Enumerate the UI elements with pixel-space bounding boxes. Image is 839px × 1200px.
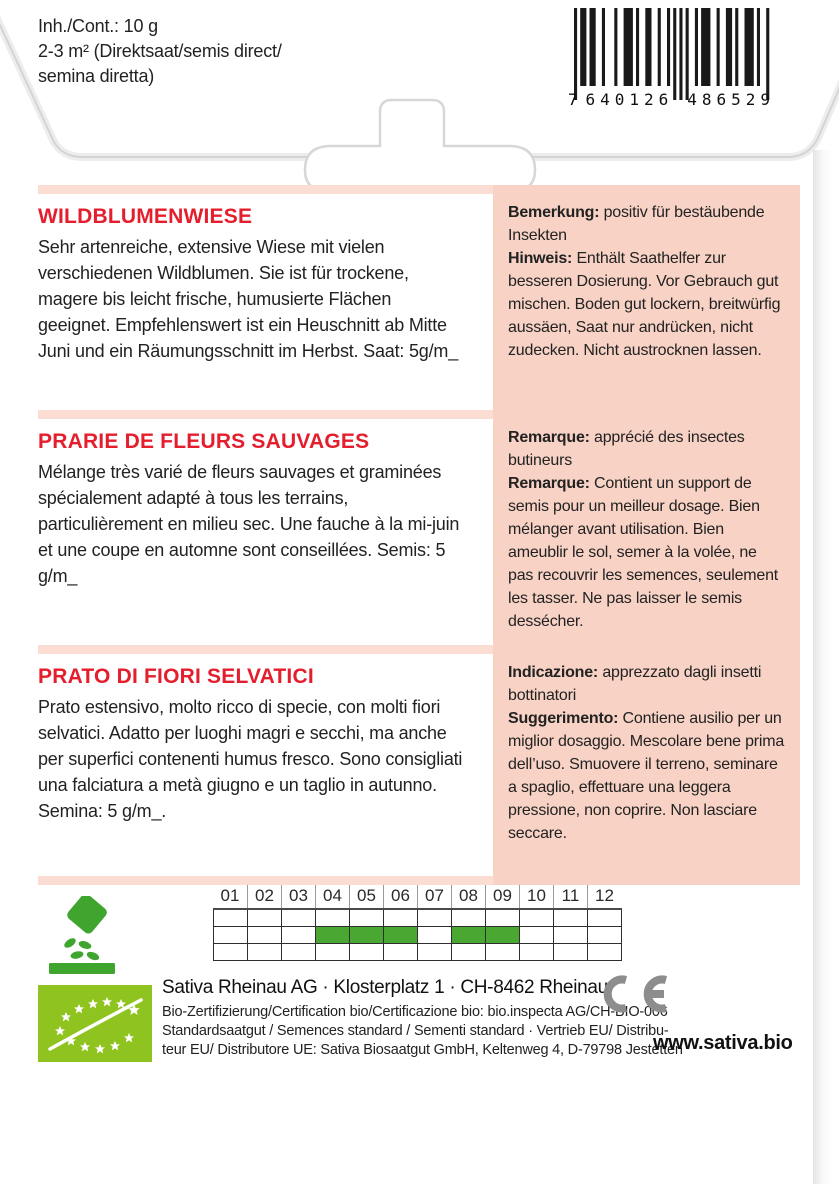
calendar-cell	[282, 927, 316, 944]
producer-address: Sativa Rheinau AG · Klosterplatz 1 · CH-8462 Rheinau	[162, 977, 608, 998]
content-line: Inh./Cont.: 10 g	[38, 16, 158, 36]
section-body-german: Sehr artenreiche, extensive Wiese mit vielen verschiedenen Wildblumen. Sie ist für trockene, magere bis leicht frische, humusierte Flächen geeignet. Empfehlenswert ist ein Heuschnitt ab Mitte Juni und ein Räumungsschnitt im Herbst. Saat: 5g/m_	[38, 237, 459, 361]
calendar-cell	[486, 910, 520, 927]
calendar-cell-sowing	[452, 927, 486, 944]
ce-mark-icon	[594, 974, 676, 1014]
calendar-cell	[588, 910, 622, 927]
calendar-cell	[520, 927, 554, 944]
note-label: Remarque:	[508, 475, 595, 492]
calendar-cell	[554, 910, 588, 927]
barcode	[568, 8, 808, 109]
calendar-cell-sowing	[486, 927, 520, 944]
section-description-french	[38, 410, 493, 645]
section-notes-french	[493, 410, 800, 645]
section-italian	[38, 645, 800, 885]
calendar-cell	[248, 910, 282, 927]
section-german	[38, 185, 800, 410]
certification-line: teur EU/ Distributore UE: Sativa Biosaatgut GmbH, Keltenweg 4, D-79798 Jestetten	[162, 1042, 683, 1058]
calendar-month-label: 09	[485, 885, 519, 908]
note	[508, 201, 786, 247]
certification-line: Standardsaatgut / Semences standard / Sementi standard · Vertrieb EU/ Distribu-	[162, 1023, 669, 1039]
section-description-italian	[38, 645, 493, 885]
barcode-digit-prefix: 7	[568, 90, 578, 109]
calendar-cell	[282, 910, 316, 927]
calendar-cell	[248, 944, 282, 961]
calendar-months	[213, 885, 622, 910]
calendar-cell	[418, 910, 452, 927]
content-line: semina diretta)	[38, 66, 155, 86]
calendar-month-label: 05	[349, 885, 383, 908]
calendar-cell	[350, 944, 384, 961]
note-text: positiv für bestäubende Insekten	[508, 204, 765, 244]
calendar-cell	[520, 944, 554, 961]
direct-sowing-icon	[40, 896, 132, 978]
paper-fold-shadow	[813, 150, 833, 1184]
calendar-cell	[554, 927, 588, 944]
calendar-cell	[588, 944, 622, 961]
calendar-cell	[316, 910, 350, 927]
section-description-german	[38, 185, 493, 410]
content-quantity-info	[38, 14, 282, 89]
note-text: Enthält Saathelfer zur besseren Dosierung. Vor Gebrauch gut mischen. Boden gut lockern, breitwürfig aussäen, Saat nur andrücken, nicht zudecken. Nicht austrocknen lassen.	[508, 250, 781, 359]
section-french	[38, 410, 800, 645]
section-divider-strip	[38, 876, 493, 885]
note-text: Contiene ausilio per un miglior dosaggio. Mescolare bene prima dell’uso. Smuovere il terreno, seminare a spaglio, effettuare una leggera pressione, non coprire. Non lasciare seccare.	[508, 710, 785, 842]
note-label: Suggerimento:	[508, 710, 623, 727]
note-label: Remarque:	[508, 429, 595, 446]
calendar-grid	[213, 910, 622, 961]
eu-organic-leaf-logo	[38, 985, 152, 1062]
note	[508, 661, 786, 707]
calendar-cell	[316, 944, 350, 961]
calendar-month-label: 06	[383, 885, 417, 908]
calendar-month-label: 10	[519, 885, 553, 908]
section-body-italian: Prato estensivo, molto ricco di specie, con molti fiori selvatici. Adatto per luoghi magri e secchi, ma anche per superfici contenenti humus fresco. Sono consigliati una falciatura a metà giugno e un taglio in autunno. Semina: 5 g/m_.	[38, 697, 463, 821]
calendar-cell	[486, 944, 520, 961]
calendar-cell	[520, 910, 554, 927]
calendar-cell	[384, 910, 418, 927]
calendar-cell-sowing	[384, 927, 418, 944]
barcode-digit-group: 640126	[585, 90, 674, 109]
note-label: Hinweis:	[508, 250, 577, 267]
calendar-month-label: 08	[451, 885, 485, 908]
calendar-cell	[214, 910, 248, 927]
barcode-number	[568, 90, 808, 109]
calendar-cell	[452, 910, 486, 927]
producer-info	[162, 976, 683, 1060]
barcode-digit-group: 486529	[687, 90, 776, 109]
calendar-month-label: 01	[220, 886, 240, 905]
calendar-month-label: 11	[553, 885, 587, 908]
calendar-cell	[554, 944, 588, 961]
certification-line: Bio-Zertifizierung/Certification bio/Certificazione bio: bio.inspecta AG/CH-BIO-006	[162, 1004, 668, 1020]
calendar-cell-sowing	[350, 927, 384, 944]
section-notes-italian	[493, 645, 800, 885]
calendar-cell	[418, 927, 452, 944]
calendar-cell	[452, 944, 486, 961]
content-line: 2-3 m² (Direktsaat/semis direct/	[38, 41, 282, 61]
calendar-cell	[214, 927, 248, 944]
calendar-cell	[282, 944, 316, 961]
calendar-month-label: 07	[417, 885, 451, 908]
calendar-cell	[214, 944, 248, 961]
website-url: www.sativa.bio	[653, 1032, 793, 1054]
calendar-cell-sowing	[316, 927, 350, 944]
note	[508, 707, 786, 845]
calendar-cell	[350, 910, 384, 927]
calendar-cell	[384, 944, 418, 961]
note	[508, 472, 786, 633]
calendar-month-label: 02	[247, 885, 281, 908]
section-title-french: PRARIE DE FLEURS SAUVAGES	[38, 430, 370, 453]
note-label: Bemerkung:	[508, 204, 604, 221]
note-text: Contient un support de semis pour un meilleur dosage. Bien mélanger avant utilisation. Bien ameublir le sol, semer à la volée, ne pas recouvrir les semences, seulement les tasser. Ne pas laisser le semis dessécher.	[508, 475, 779, 630]
note	[508, 247, 786, 362]
euro-slot-hole	[305, 100, 535, 192]
note-text: apprécié des insectes butineurs	[508, 429, 745, 469]
sowing-calendar	[213, 885, 622, 961]
note-text: apprezzato dagli insetti bottinatori	[508, 664, 762, 704]
note	[508, 426, 786, 472]
calendar-cell	[248, 927, 282, 944]
section-body-french: Mélange très varié de fleurs sauvages et graminées spécialement adapté à tous les terrains, particulièrement en milieu sec. Une fauche à la mi-juin et une coupe en automne sont conseillées. Semis: 5 g/m_	[38, 462, 460, 586]
calendar-month-label: 12	[587, 885, 621, 908]
calendar-cell	[588, 927, 622, 944]
section-notes-german	[493, 185, 800, 410]
section-title-italian: PRATO DI FIORI SELVATICI	[38, 665, 314, 688]
section-title-german: WILDBLUMENWIESE	[38, 205, 253, 228]
note-label: Indicazione:	[508, 664, 603, 681]
calendar-month-label: 03	[281, 885, 315, 908]
calendar-month-label: 04	[315, 885, 349, 908]
calendar-cell	[418, 944, 452, 961]
